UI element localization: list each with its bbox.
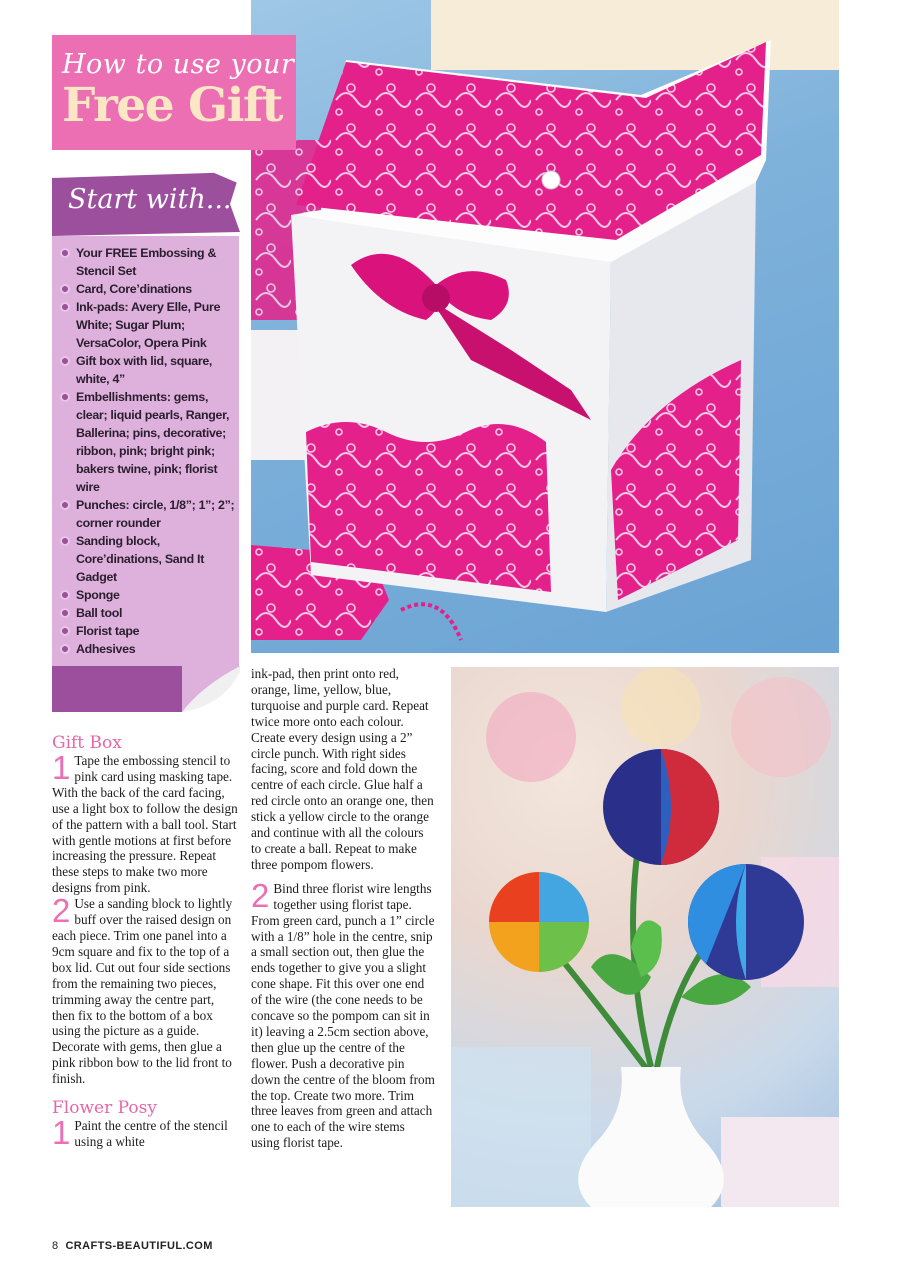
flower-posy-step-2 <box>251 876 436 1151</box>
bullet-icon <box>60 536 70 546</box>
flower-posy-photo <box>451 667 839 1207</box>
start-with-label: Start with... <box>68 184 232 215</box>
bullet-icon <box>60 590 70 600</box>
flower-posy-step-1-text: Paint the centre of the stencil using a white <box>74 1118 228 1149</box>
list-item: Card, Core’dinations <box>60 280 236 298</box>
start-with-banner <box>52 172 240 236</box>
flower-posy-heading: Flower Posy <box>52 1098 157 1119</box>
gift-box-photo <box>251 0 839 653</box>
bullet-icon <box>60 608 70 618</box>
step-number: 2 <box>52 892 71 930</box>
flower-posy-step-2-text: Bind three florist wire lengths together using florist tape. From green card, punch a 1” circle with a 1/8” hole in the centre, snip a small section out, then glue the ends together to give you a slight cone shape. Fit this over one end of the wire (the cone needs to be concave so the pompom can sit in it) leaving a 2.5cm section above, then glue up the centre of the flower. Push a decorative pin down the centre of the bloom from the top. Create two more. Trim three leaves from green and attach one to each of the wire stems using florist tape. <box>251 880 435 1151</box>
list-item: Gift box with lid, square, white, 4” <box>60 352 236 388</box>
list-item: Ball tool <box>60 604 236 622</box>
list-item: Adhesives <box>60 640 236 658</box>
list-item: Sponge <box>60 586 236 604</box>
step-number: 1 <box>52 749 71 786</box>
step-number: 1 <box>52 1114 71 1152</box>
gift-box-step-2 <box>52 892 238 1087</box>
list-item: Your FREE Embossing & Stencil Set <box>60 244 236 280</box>
bullet-icon <box>60 248 70 258</box>
flower-posy-step-1-continued: ink-pad, then print onto red, orange, lime, yellow, blue, turquoise and purple card. Repeat twice more onto each colour. Create every design using a 2” circle punch. With right sides facing, score and fold down the centre of each circle. Glue half a red circle onto an orange one, then stick a yellow circle to the orange and continue with all the colours to create a ball. Repeat to make three pompom flowers. <box>251 666 434 872</box>
list-item: Florist tape <box>60 622 236 640</box>
bullet-icon <box>60 392 70 402</box>
bullet-icon <box>60 626 70 636</box>
footer-site: CRAFTS-BEAUTIFUL.COM <box>65 1240 213 1252</box>
bullet-icon <box>60 356 70 366</box>
header-script-text: How to use your <box>62 49 295 80</box>
title-banner <box>52 35 296 150</box>
list-item: Embellishments: gems, clear; liquid pearls, Ranger, Ballerina; pins, decorative; ribbon, pink; bright pink; bakers twine, pink; florist wire <box>60 388 236 496</box>
gift-box-step-1 <box>52 749 238 896</box>
materials-list <box>60 244 236 658</box>
bullet-icon <box>60 302 70 312</box>
panel-curl <box>52 666 240 712</box>
page-number: 8 <box>52 1240 59 1252</box>
bullet-icon <box>60 284 70 294</box>
column-middle <box>251 666 436 1151</box>
gift-box-heading: Gift Box <box>52 733 122 753</box>
list-item: Punches: circle, 1/8”; 1”; 2”; corner rounder <box>60 496 236 532</box>
gift-box-step-1-text: Tape the embossing stencil to pink card using masking tape. With the back of the card facing, use a light box to follow the design of the pattern with a ball tool. Start with gentle motions at first before increasing the pressure. Repeat these steps to make two more designs from pink. <box>52 753 238 896</box>
page-title: Free Gift <box>62 78 282 133</box>
list-item: Ink-pads: Avery Elle, Pure White; Sugar Plum; VersaColor, Opera Pink <box>60 298 236 352</box>
page-footer <box>52 1240 213 1252</box>
bullet-icon <box>60 644 70 654</box>
bullet-icon <box>60 500 70 510</box>
flower-posy-step-1 <box>52 1114 238 1152</box>
gift-box-step-2-text: Use a sanding block to lightly buff over the raised design on each piece. Trim one panel into a 9cm square and fix to the top of a box lid. Cut out four side sections from the remaining two pieces, trimming away the centre part, then fix to the bottom of a box using the picture as a guide. Decorate with gems, then glue a pink ribbon bow to the lid front to finish. <box>52 896 233 1087</box>
step-number: 2 <box>251 876 270 914</box>
column-left <box>52 733 238 1150</box>
list-item: Sanding block, Core’dinations, Sand It Gadget <box>60 532 236 586</box>
